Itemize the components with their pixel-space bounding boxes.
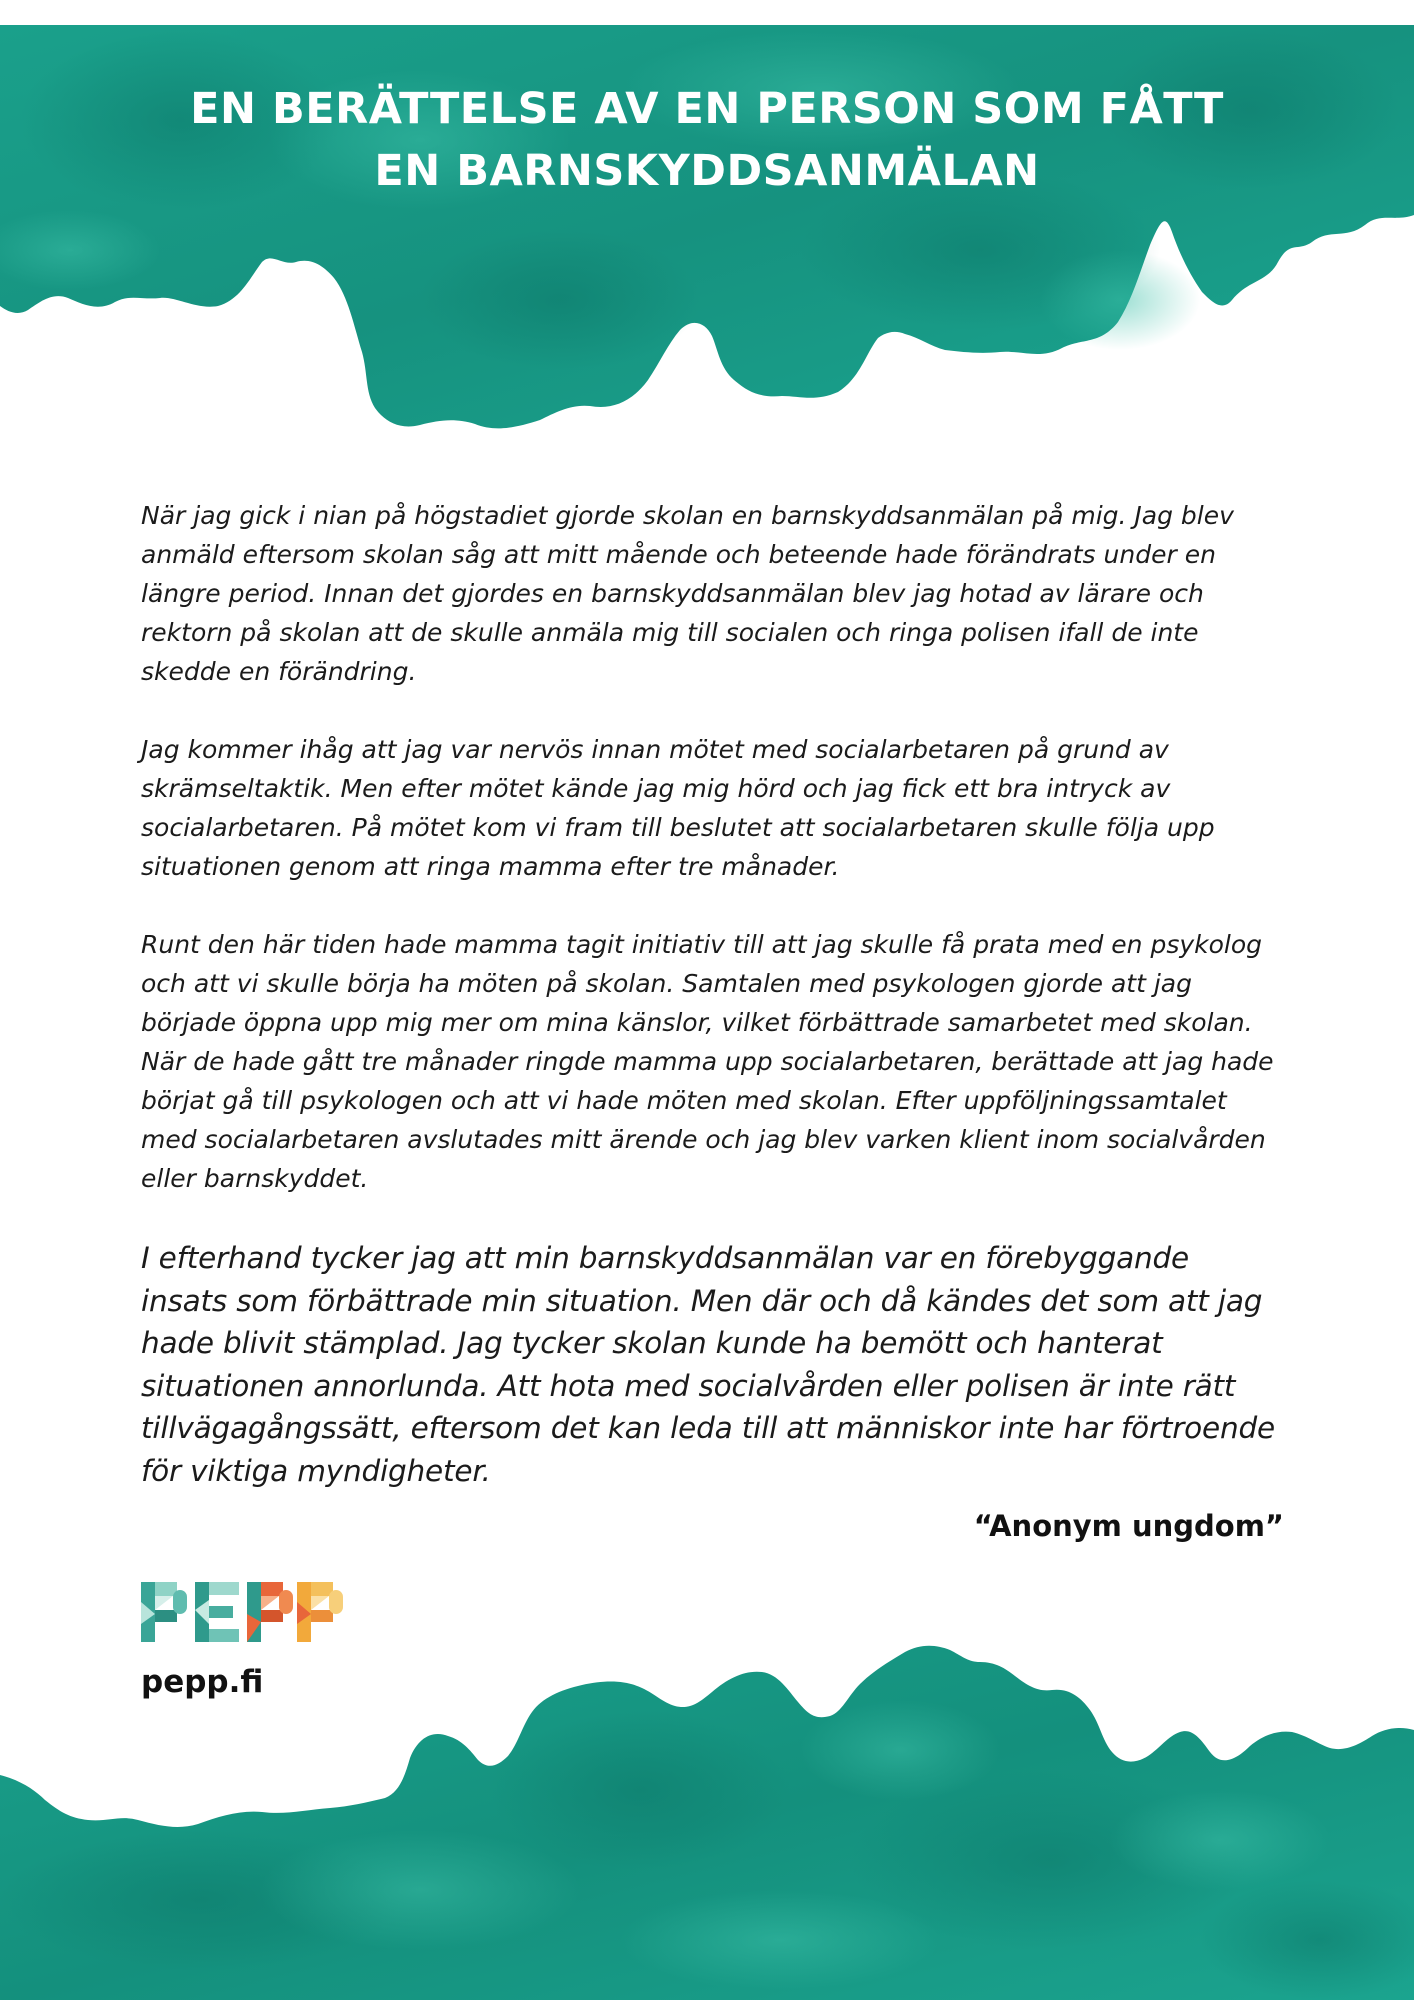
quote-signature: “Anonym ungdom”: [973, 1509, 1284, 1543]
title-line-1: EN BERÄTTELSE AV EN PERSON SOM FÅTT: [190, 84, 1224, 134]
story-paragraph-1: När jag gick i nian på högstadiet gjorde skolan en barnskyddsanmälan på mig. Jag blev anmäld eftersom skolan såg att mitt mående och beteende hade förändrats under en längre period. Innan det gjordes en barnskyddsanmälan blev jag hotad av lärare och rektorn på skolan att de skulle anmäla mig till socialen och ringa polisen ifall de inte skedde en förändring.: [141, 501, 1234, 686]
story-paragraph-2: Jag kommer ihåg att jag var nervös innan mötet med socialarbetaren på grund av skrämseltaktik. Men efter mötet kände jag mig hörd och jag fick ett bra intryck av socialarbetaren. På mötet kom vi fram till beslutet att socialarbetaren skulle följa upp situationen genom att ringa mamma efter tre månader.: [141, 735, 1215, 881]
story-body: [141, 496, 1281, 1492]
page-title: [100, 78, 1314, 202]
bottom-watercolor-banner: [0, 1640, 1414, 2000]
website-link[interactable]: pepp.fi: [141, 1664, 264, 1700]
pepp-logo: [141, 1580, 346, 1644]
title-line-2: EN BARNSKYDDSANMÄLAN: [374, 146, 1040, 196]
story-paragraph-3: Runt den här tiden hade mamma tagit initiativ till att jag skulle få prata med en psykolog och att vi skulle börja ha möten på skolan. Samtalen med psykologen gjorde att jag började öppna upp mig mer om mina känslor, vilket förbättrade samarbetet med skolan. När de hade gått tre månader ringde mamma upp socialarbetaren, berättade att jag hade börjat gå till psykologen och att vi hade möten med skolan. Efter uppföljningssamtalet med socialarbetaren avslutades mitt ärende och jag blev varken klient inom socialvården eller barnskyddet.: [141, 930, 1274, 1193]
top-watercolor-banner: [0, 0, 1414, 440]
story-paragraph-4: I efterhand tycker jag att min barnskyddsanmälan var en förebyggande insats som förbättrade min situation. Men där och då kändes det som att jag hade blivit stämplad. Jag tycker skolan kunde ha bemött och hanterat situationen annorlunda. Att hota med socialvården eller polisen är inte rätt tillvägagångssätt, eftersom det kan leda till att människor inte har förtroende för viktiga myndigheter.: [141, 1241, 1275, 1488]
